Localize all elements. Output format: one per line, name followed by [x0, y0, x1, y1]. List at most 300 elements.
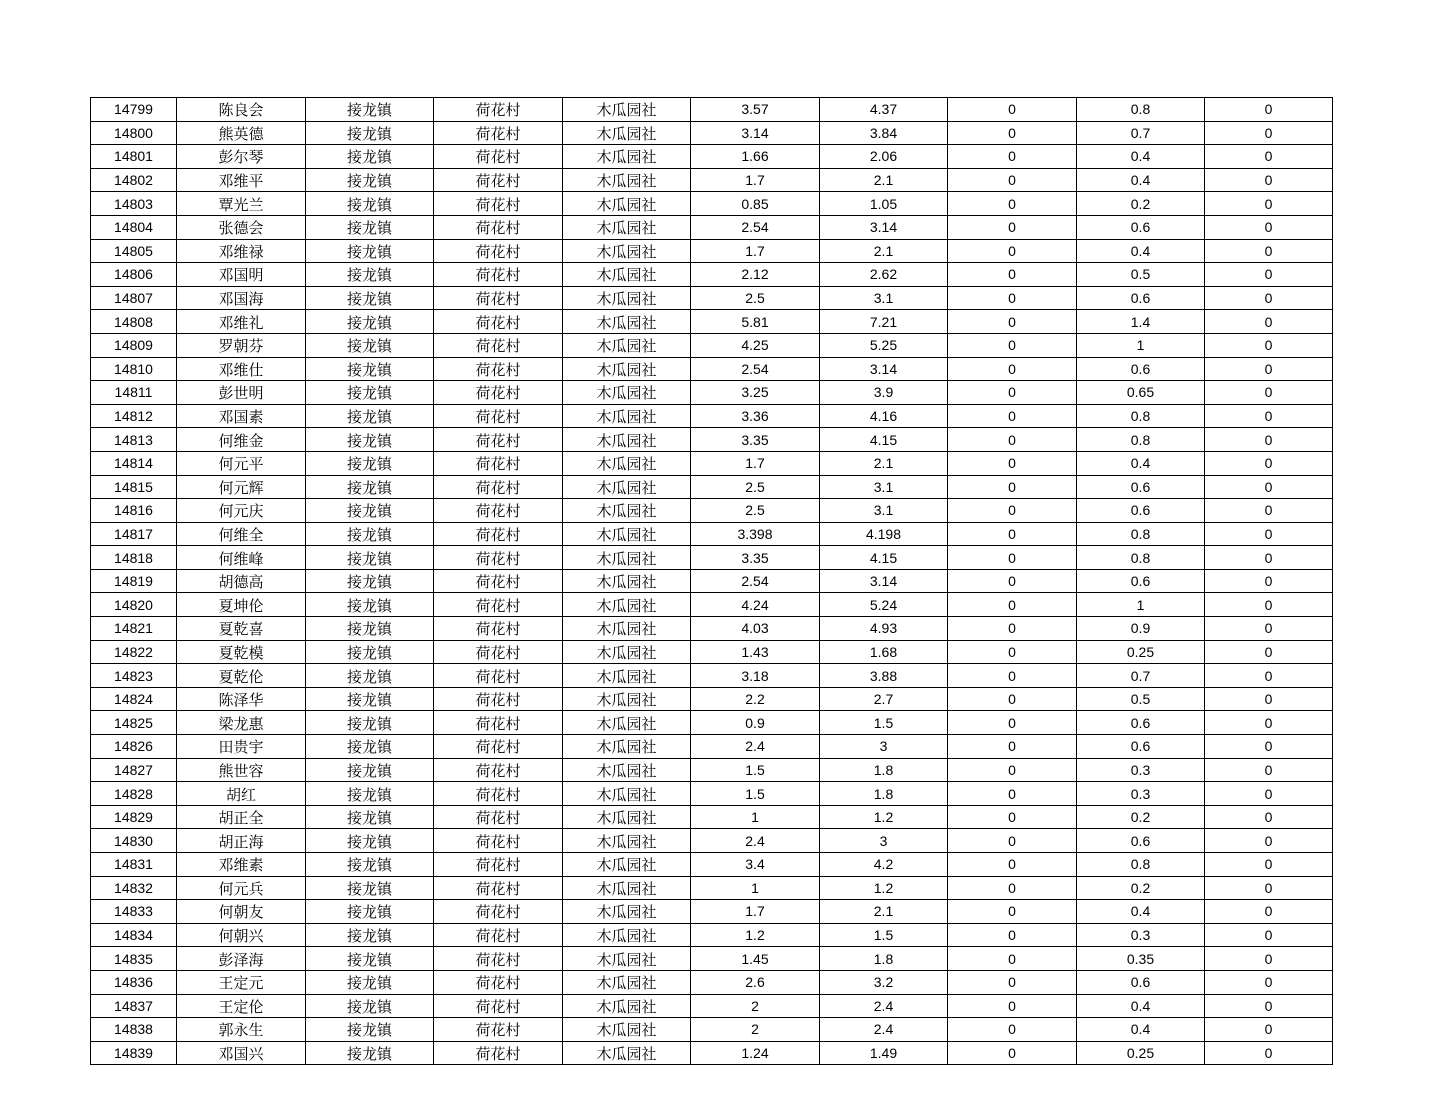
value-a-cell: 3.14	[691, 121, 820, 145]
value-e-cell: 0	[1205, 829, 1333, 853]
table-row	[91, 357, 1333, 381]
value-b-cell: 3.9	[820, 381, 948, 405]
village-cell: 荷花村	[434, 970, 563, 994]
value-e-cell: 0	[1205, 782, 1333, 806]
table-row	[91, 994, 1333, 1018]
value-a-cell: 2.54	[691, 357, 820, 381]
value-b-cell: 2.7	[820, 687, 948, 711]
name-cell: 何朝友	[177, 900, 306, 924]
town-cell: 接龙镇	[306, 239, 434, 263]
town-cell: 接龙镇	[306, 711, 434, 735]
value-b-cell: 3.88	[820, 664, 948, 688]
group-cell: 木瓜园社	[563, 1018, 691, 1042]
value-a-cell: 2	[691, 1018, 820, 1042]
table-row	[91, 215, 1333, 239]
value-e-cell: 0	[1205, 687, 1333, 711]
id-cell: 14824	[91, 687, 177, 711]
table-row	[91, 923, 1333, 947]
id-cell: 14804	[91, 215, 177, 239]
value-d-cell: 0.4	[1077, 900, 1205, 924]
group-cell: 木瓜园社	[563, 711, 691, 735]
name-cell: 胡正海	[177, 829, 306, 853]
value-d-cell: 1.4	[1077, 310, 1205, 334]
value-b-cell: 1.49	[820, 1041, 948, 1065]
value-a-cell: 1.2	[691, 923, 820, 947]
group-cell: 木瓜园社	[563, 876, 691, 900]
village-cell: 荷花村	[434, 876, 563, 900]
table-row	[91, 829, 1333, 853]
group-cell: 木瓜园社	[563, 168, 691, 192]
group-cell: 木瓜园社	[563, 970, 691, 994]
group-cell: 木瓜园社	[563, 758, 691, 782]
value-b-cell: 4.15	[820, 428, 948, 452]
value-b-cell: 1.2	[820, 805, 948, 829]
village-cell: 荷花村	[434, 805, 563, 829]
id-cell: 14810	[91, 357, 177, 381]
village-cell: 荷花村	[434, 428, 563, 452]
value-c-cell: 0	[948, 121, 1077, 145]
name-cell: 罗朝芬	[177, 333, 306, 357]
value-e-cell: 0	[1205, 546, 1333, 570]
value-e-cell: 0	[1205, 569, 1333, 593]
value-d-cell: 0.6	[1077, 735, 1205, 759]
value-e-cell: 0	[1205, 404, 1333, 428]
village-cell: 荷花村	[434, 404, 563, 428]
town-cell: 接龙镇	[306, 522, 434, 546]
value-b-cell: 3.1	[820, 475, 948, 499]
name-cell: 何元辉	[177, 475, 306, 499]
value-c-cell: 0	[948, 239, 1077, 263]
name-cell: 胡德高	[177, 569, 306, 593]
table-row	[91, 664, 1333, 688]
group-cell: 木瓜园社	[563, 475, 691, 499]
name-cell: 何元平	[177, 451, 306, 475]
value-d-cell: 0.3	[1077, 923, 1205, 947]
value-c-cell: 0	[948, 263, 1077, 287]
value-e-cell: 0	[1205, 263, 1333, 287]
value-e-cell: 0	[1205, 121, 1333, 145]
id-cell: 14818	[91, 546, 177, 570]
value-b-cell: 1.8	[820, 782, 948, 806]
table-row	[91, 263, 1333, 287]
village-cell: 荷花村	[434, 121, 563, 145]
group-cell: 木瓜园社	[563, 263, 691, 287]
value-a-cell: 3.35	[691, 546, 820, 570]
village-cell: 荷花村	[434, 900, 563, 924]
id-cell: 14833	[91, 900, 177, 924]
id-cell: 14802	[91, 168, 177, 192]
id-cell: 14828	[91, 782, 177, 806]
value-d-cell: 0.5	[1077, 263, 1205, 287]
value-a-cell: 1.7	[691, 451, 820, 475]
value-d-cell: 0.4	[1077, 168, 1205, 192]
name-cell: 邓维平	[177, 168, 306, 192]
group-cell: 木瓜园社	[563, 522, 691, 546]
value-c-cell: 0	[948, 98, 1077, 122]
town-cell: 接龙镇	[306, 145, 434, 169]
name-cell: 何维全	[177, 522, 306, 546]
value-d-cell: 0.4	[1077, 451, 1205, 475]
table-row	[91, 640, 1333, 664]
value-b-cell: 5.25	[820, 333, 948, 357]
value-a-cell: 5.81	[691, 310, 820, 334]
name-cell: 郭永生	[177, 1018, 306, 1042]
value-a-cell: 3.36	[691, 404, 820, 428]
value-b-cell: 2.06	[820, 145, 948, 169]
value-b-cell: 2.4	[820, 1018, 948, 1042]
town-cell: 接龙镇	[306, 900, 434, 924]
value-d-cell: 0.25	[1077, 640, 1205, 664]
name-cell: 邓国明	[177, 263, 306, 287]
group-cell: 木瓜园社	[563, 428, 691, 452]
name-cell: 王定伦	[177, 994, 306, 1018]
value-e-cell: 0	[1205, 215, 1333, 239]
value-a-cell: 2.2	[691, 687, 820, 711]
value-b-cell: 1.2	[820, 876, 948, 900]
group-cell: 木瓜园社	[563, 782, 691, 806]
value-d-cell: 0.6	[1077, 475, 1205, 499]
value-b-cell: 3.14	[820, 357, 948, 381]
value-d-cell: 0.6	[1077, 569, 1205, 593]
value-e-cell: 0	[1205, 805, 1333, 829]
value-c-cell: 0	[948, 499, 1077, 523]
value-e-cell: 0	[1205, 310, 1333, 334]
id-cell: 14839	[91, 1041, 177, 1065]
value-a-cell: 4.25	[691, 333, 820, 357]
town-cell: 接龙镇	[306, 357, 434, 381]
table-row	[91, 451, 1333, 475]
town-cell: 接龙镇	[306, 593, 434, 617]
table-row	[91, 970, 1333, 994]
value-e-cell: 0	[1205, 333, 1333, 357]
value-d-cell: 0.6	[1077, 357, 1205, 381]
value-c-cell: 0	[948, 947, 1077, 971]
town-cell: 接龙镇	[306, 617, 434, 641]
value-b-cell: 3.14	[820, 569, 948, 593]
table-row	[91, 121, 1333, 145]
value-b-cell: 3	[820, 735, 948, 759]
town-cell: 接龙镇	[306, 1018, 434, 1042]
group-cell: 木瓜园社	[563, 617, 691, 641]
village-cell: 荷花村	[434, 451, 563, 475]
value-a-cell: 1.7	[691, 168, 820, 192]
id-cell: 14806	[91, 263, 177, 287]
group-cell: 木瓜园社	[563, 546, 691, 570]
value-b-cell: 2.4	[820, 994, 948, 1018]
value-d-cell: 0.6	[1077, 711, 1205, 735]
id-cell: 14807	[91, 286, 177, 310]
value-a-cell: 2.6	[691, 970, 820, 994]
value-b-cell: 2.1	[820, 239, 948, 263]
value-e-cell: 0	[1205, 168, 1333, 192]
village-cell: 荷花村	[434, 569, 563, 593]
value-b-cell: 3.2	[820, 970, 948, 994]
value-d-cell: 0.4	[1077, 1018, 1205, 1042]
name-cell: 熊世容	[177, 758, 306, 782]
id-cell: 14837	[91, 994, 177, 1018]
value-b-cell: 1.5	[820, 711, 948, 735]
value-c-cell: 0	[948, 876, 1077, 900]
value-a-cell: 3.398	[691, 522, 820, 546]
village-cell: 荷花村	[434, 923, 563, 947]
value-a-cell: 1.24	[691, 1041, 820, 1065]
name-cell: 陈泽华	[177, 687, 306, 711]
value-e-cell: 0	[1205, 381, 1333, 405]
town-cell: 接龙镇	[306, 640, 434, 664]
town-cell: 接龙镇	[306, 664, 434, 688]
table-row	[91, 805, 1333, 829]
table-row	[91, 310, 1333, 334]
name-cell: 邓维禄	[177, 239, 306, 263]
value-c-cell: 0	[948, 569, 1077, 593]
value-c-cell: 0	[948, 617, 1077, 641]
value-a-cell: 2.54	[691, 569, 820, 593]
village-cell: 荷花村	[434, 310, 563, 334]
id-cell: 14814	[91, 451, 177, 475]
table-row	[91, 333, 1333, 357]
value-c-cell: 0	[948, 640, 1077, 664]
value-d-cell: 0.65	[1077, 381, 1205, 405]
village-cell: 荷花村	[434, 522, 563, 546]
value-b-cell: 2.1	[820, 451, 948, 475]
value-b-cell: 1.68	[820, 640, 948, 664]
name-cell: 邓国海	[177, 286, 306, 310]
village-cell: 荷花村	[434, 499, 563, 523]
group-cell: 木瓜园社	[563, 569, 691, 593]
value-c-cell: 0	[948, 994, 1077, 1018]
value-e-cell: 0	[1205, 239, 1333, 263]
value-a-cell: 0.9	[691, 711, 820, 735]
value-a-cell: 1	[691, 876, 820, 900]
town-cell: 接龙镇	[306, 263, 434, 287]
value-b-cell: 3	[820, 829, 948, 853]
id-cell: 14805	[91, 239, 177, 263]
value-a-cell: 1.5	[691, 782, 820, 806]
value-b-cell: 1.5	[820, 923, 948, 947]
table-row	[91, 381, 1333, 405]
value-d-cell: 0.2	[1077, 192, 1205, 216]
town-cell: 接龙镇	[306, 428, 434, 452]
id-cell: 14823	[91, 664, 177, 688]
id-cell: 14801	[91, 145, 177, 169]
value-e-cell: 0	[1205, 286, 1333, 310]
village-cell: 荷花村	[434, 546, 563, 570]
value-d-cell: 0.7	[1077, 664, 1205, 688]
name-cell: 何元庆	[177, 499, 306, 523]
table-row	[91, 687, 1333, 711]
value-c-cell: 0	[948, 900, 1077, 924]
village-cell: 荷花村	[434, 145, 563, 169]
value-c-cell: 0	[948, 1018, 1077, 1042]
name-cell: 彭尔琴	[177, 145, 306, 169]
value-e-cell: 0	[1205, 970, 1333, 994]
value-b-cell: 4.37	[820, 98, 948, 122]
table-row	[91, 192, 1333, 216]
village-cell: 荷花村	[434, 782, 563, 806]
id-cell: 14830	[91, 829, 177, 853]
town-cell: 接龙镇	[306, 876, 434, 900]
town-cell: 接龙镇	[306, 687, 434, 711]
value-d-cell: 0.3	[1077, 782, 1205, 806]
value-a-cell: 2.4	[691, 829, 820, 853]
value-a-cell: 0.85	[691, 192, 820, 216]
name-cell: 何朝兴	[177, 923, 306, 947]
group-cell: 木瓜园社	[563, 310, 691, 334]
id-cell: 14831	[91, 853, 177, 877]
value-d-cell: 0.3	[1077, 758, 1205, 782]
value-a-cell: 2.12	[691, 263, 820, 287]
town-cell: 接龙镇	[306, 829, 434, 853]
village-cell: 荷花村	[434, 735, 563, 759]
value-e-cell: 0	[1205, 664, 1333, 688]
value-a-cell: 3.25	[691, 381, 820, 405]
value-e-cell: 0	[1205, 876, 1333, 900]
name-cell: 邓维礼	[177, 310, 306, 334]
village-cell: 荷花村	[434, 1041, 563, 1065]
table-row	[91, 428, 1333, 452]
group-cell: 木瓜园社	[563, 947, 691, 971]
table-row	[91, 404, 1333, 428]
value-c-cell: 0	[948, 357, 1077, 381]
group-cell: 木瓜园社	[563, 994, 691, 1018]
value-b-cell: 4.16	[820, 404, 948, 428]
group-cell: 木瓜园社	[563, 215, 691, 239]
group-cell: 木瓜园社	[563, 357, 691, 381]
value-d-cell: 0.5	[1077, 687, 1205, 711]
value-c-cell: 0	[948, 782, 1077, 806]
table-row	[91, 900, 1333, 924]
name-cell: 邓维仕	[177, 357, 306, 381]
value-b-cell: 1.8	[820, 758, 948, 782]
table-row	[91, 522, 1333, 546]
value-a-cell: 3.4	[691, 853, 820, 877]
id-cell: 14816	[91, 499, 177, 523]
table-row	[91, 168, 1333, 192]
village-cell: 荷花村	[434, 475, 563, 499]
table-row	[91, 499, 1333, 523]
id-cell: 14829	[91, 805, 177, 829]
value-a-cell: 1.7	[691, 239, 820, 263]
value-d-cell: 0.35	[1077, 947, 1205, 971]
group-cell: 木瓜园社	[563, 499, 691, 523]
value-b-cell: 3.1	[820, 499, 948, 523]
value-b-cell: 3.84	[820, 121, 948, 145]
village-cell: 荷花村	[434, 711, 563, 735]
value-c-cell: 0	[948, 522, 1077, 546]
value-a-cell: 1.5	[691, 758, 820, 782]
town-cell: 接龙镇	[306, 381, 434, 405]
value-c-cell: 0	[948, 451, 1077, 475]
town-cell: 接龙镇	[306, 499, 434, 523]
table-row	[91, 1041, 1333, 1065]
value-d-cell: 0.4	[1077, 994, 1205, 1018]
group-cell: 木瓜园社	[563, 1041, 691, 1065]
value-a-cell: 4.03	[691, 617, 820, 641]
town-cell: 接龙镇	[306, 923, 434, 947]
village-cell: 荷花村	[434, 687, 563, 711]
value-c-cell: 0	[948, 286, 1077, 310]
town-cell: 接龙镇	[306, 853, 434, 877]
village-cell: 荷花村	[434, 994, 563, 1018]
table-row	[91, 782, 1333, 806]
village-cell: 荷花村	[434, 263, 563, 287]
town-cell: 接龙镇	[306, 735, 434, 759]
table-row	[91, 758, 1333, 782]
value-b-cell: 2.1	[820, 900, 948, 924]
village-cell: 荷花村	[434, 593, 563, 617]
value-c-cell: 0	[948, 168, 1077, 192]
group-cell: 木瓜园社	[563, 640, 691, 664]
value-a-cell: 2.5	[691, 475, 820, 499]
data-table	[90, 97, 1333, 1065]
value-e-cell: 0	[1205, 451, 1333, 475]
value-a-cell: 2	[691, 994, 820, 1018]
value-e-cell: 0	[1205, 98, 1333, 122]
village-cell: 荷花村	[434, 829, 563, 853]
table-row	[91, 853, 1333, 877]
value-b-cell: 5.24	[820, 593, 948, 617]
value-d-cell: 0.8	[1077, 98, 1205, 122]
group-cell: 木瓜园社	[563, 98, 691, 122]
value-d-cell: 0.4	[1077, 239, 1205, 263]
name-cell: 何维金	[177, 428, 306, 452]
value-d-cell: 0.6	[1077, 829, 1205, 853]
village-cell: 荷花村	[434, 239, 563, 263]
village-cell: 荷花村	[434, 168, 563, 192]
id-cell: 14811	[91, 381, 177, 405]
id-cell: 14821	[91, 617, 177, 641]
value-d-cell: 1	[1077, 593, 1205, 617]
name-cell: 夏乾模	[177, 640, 306, 664]
value-c-cell: 0	[948, 381, 1077, 405]
id-cell: 14808	[91, 310, 177, 334]
group-cell: 木瓜园社	[563, 923, 691, 947]
table-row	[91, 711, 1333, 735]
value-e-cell: 0	[1205, 593, 1333, 617]
village-cell: 荷花村	[434, 853, 563, 877]
value-b-cell: 2.1	[820, 168, 948, 192]
id-cell: 14819	[91, 569, 177, 593]
name-cell: 彭泽海	[177, 947, 306, 971]
village-cell: 荷花村	[434, 357, 563, 381]
id-cell: 14800	[91, 121, 177, 145]
value-c-cell: 0	[948, 805, 1077, 829]
value-e-cell: 0	[1205, 994, 1333, 1018]
table-body	[91, 98, 1333, 1065]
value-e-cell: 0	[1205, 522, 1333, 546]
value-c-cell: 0	[948, 853, 1077, 877]
value-c-cell: 0	[948, 829, 1077, 853]
id-cell: 14836	[91, 970, 177, 994]
id-cell: 14834	[91, 923, 177, 947]
name-cell: 夏乾伦	[177, 664, 306, 688]
value-d-cell: 0.2	[1077, 805, 1205, 829]
village-cell: 荷花村	[434, 617, 563, 641]
id-cell: 14812	[91, 404, 177, 428]
group-cell: 木瓜园社	[563, 593, 691, 617]
table-row	[91, 735, 1333, 759]
town-cell: 接龙镇	[306, 192, 434, 216]
value-d-cell: 0.7	[1077, 121, 1205, 145]
name-cell: 熊英德	[177, 121, 306, 145]
value-e-cell: 0	[1205, 192, 1333, 216]
value-e-cell: 0	[1205, 758, 1333, 782]
value-b-cell: 3.14	[820, 215, 948, 239]
value-b-cell: 4.93	[820, 617, 948, 641]
name-cell: 邓国兴	[177, 1041, 306, 1065]
value-d-cell: 0.6	[1077, 970, 1205, 994]
value-e-cell: 0	[1205, 853, 1333, 877]
